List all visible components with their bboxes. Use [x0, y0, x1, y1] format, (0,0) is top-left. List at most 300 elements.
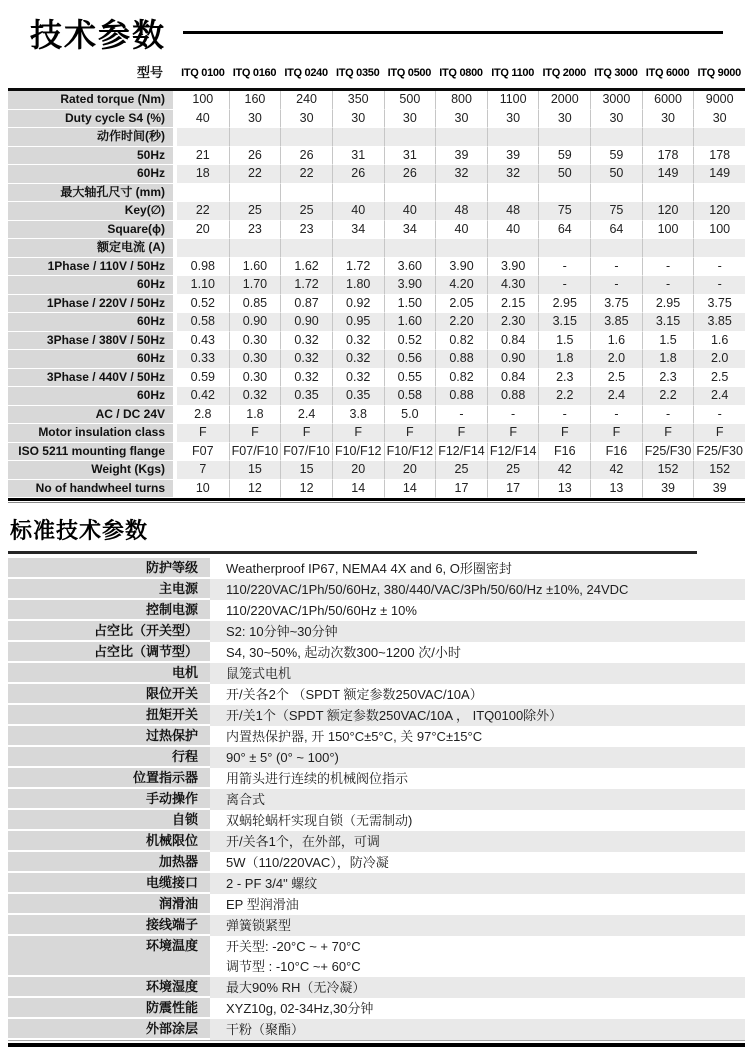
- spec-value-cell: 1.6: [590, 332, 642, 351]
- spec-value-cell: 0.82: [435, 369, 487, 388]
- spec-value-cell: 1.80: [332, 276, 384, 295]
- spec-value-cell: 40: [487, 221, 539, 240]
- spec-value-cell: [590, 184, 642, 203]
- spec-value-cell: -: [642, 406, 694, 425]
- spec-value-cell: F07/F10: [280, 443, 332, 462]
- parameter-row: [8, 621, 745, 642]
- spec-value-cell: 13: [538, 480, 590, 499]
- spec-value-cell: 32: [435, 165, 487, 184]
- parameter-value-line: 2 - PF 3/4" 螺纹: [226, 876, 318, 891]
- spec-value-cell: 39: [487, 147, 539, 166]
- spec-value-cell: -: [693, 406, 745, 425]
- spec-value-cell: 0.88: [435, 350, 487, 369]
- parameter-value: [210, 977, 745, 998]
- spec-value-cell: 2000: [538, 91, 590, 110]
- spec-row: [8, 480, 745, 499]
- parameter-row: [8, 747, 745, 768]
- parameter-row: [8, 768, 745, 789]
- parameter-value: [210, 558, 745, 579]
- parameter-value-line: 干粉（聚酯）: [226, 1022, 305, 1037]
- spec-value-cell: 34: [384, 221, 436, 240]
- parameter-label: 接线端子: [8, 915, 210, 936]
- spec-value-cell: 0.32: [332, 369, 384, 388]
- spec-value-cell: 9000: [693, 91, 745, 110]
- spec-value-cell: F10/F12: [332, 443, 384, 462]
- spec-row-label: 3Phase / 440V / 50Hz: [8, 369, 173, 388]
- parameter-value: [210, 768, 745, 789]
- page-bottom-rule: [8, 1040, 745, 1047]
- spec-value-cell: F: [590, 424, 642, 443]
- spec-value-cell: [693, 239, 745, 258]
- parameter-value: [210, 663, 745, 684]
- spec-value-cell: 3.85: [590, 313, 642, 332]
- spec-value-cell: 7: [177, 461, 229, 480]
- model-name: ITQ 2000: [542, 67, 586, 79]
- spec-value-cell: 40: [435, 221, 487, 240]
- spec-value-cell: 30: [538, 110, 590, 129]
- spec-value-cell: 17: [435, 480, 487, 499]
- spec-value-cell: 2.2: [642, 387, 694, 406]
- spec-row: [8, 165, 745, 184]
- spec-value-cell: -: [693, 276, 745, 295]
- spec-value-cell: 100: [177, 91, 229, 110]
- parameter-row: [8, 915, 745, 936]
- spec-value-cell: [384, 184, 436, 203]
- spec-value-cell: [229, 184, 281, 203]
- spec-value-cell: 39: [693, 480, 745, 499]
- spec-value-cell: 2.8: [177, 406, 229, 425]
- spec-value-cell: 0.58: [177, 313, 229, 332]
- parameter-value-line: 开/关1个（SPDT 额定参数250VAC/10A ， ITQ0100除外）: [226, 708, 563, 723]
- spec-value-cell: [590, 239, 642, 258]
- spec-value-cell: F07/F10: [229, 443, 281, 462]
- parameter-value: [210, 579, 745, 600]
- parameter-label: 控制电源: [8, 600, 210, 621]
- spec-value-cell: 59: [538, 147, 590, 166]
- spec-value-cell: 2.05: [435, 295, 487, 314]
- spec-value-cell: [280, 128, 332, 147]
- spec-value-cell: 0.90: [280, 313, 332, 332]
- spec-value-cell: 1.72: [332, 258, 384, 277]
- spec-value-cell: 2.0: [693, 350, 745, 369]
- parameter-value-line: 调节型 : -10°C ~+ 60°C: [226, 958, 361, 974]
- spec-value-cell: 152: [693, 461, 745, 480]
- title-rule: [183, 31, 723, 34]
- spec-value-cell: 240: [280, 91, 332, 110]
- spec-value-cell: F: [693, 424, 745, 443]
- spec-table: [8, 91, 745, 498]
- model-name: ITQ 9000: [697, 67, 741, 79]
- parameter-row: [8, 726, 745, 747]
- spec-value-cell: 0.55: [384, 369, 436, 388]
- spec-row-label: 动作时间(秒): [8, 128, 173, 147]
- spec-value-cell: F25/F30: [642, 443, 694, 462]
- spec-row: [8, 313, 745, 332]
- parameter-label: 扭矩开关: [8, 705, 210, 726]
- spec-value-cell: 0.88: [435, 387, 487, 406]
- spec-value-cell: 1.10: [177, 276, 229, 295]
- spec-value-cell: 3.15: [642, 313, 694, 332]
- spec-value-cell: 64: [590, 221, 642, 240]
- spec-row: [8, 443, 745, 462]
- parameter-value-line: 内置热保护器, 开 150°C±5°C, 关 97°C±15°C: [226, 729, 483, 744]
- spec-value-cell: [177, 184, 229, 203]
- parameter-value-line: 90° ± 5° (0° ~ 100°): [226, 750, 339, 765]
- standard-section-rule: [8, 551, 697, 554]
- model-name: ITQ 3000: [594, 67, 638, 79]
- parameter-value-line: Weatherproof IP67, NEMA4 4X and 6, O形圈密封: [226, 561, 512, 576]
- spec-value-cell: [538, 239, 590, 258]
- spec-value-cell: 30: [435, 110, 487, 129]
- spec-row: [8, 91, 745, 110]
- spec-value-cell: [229, 239, 281, 258]
- parameter-value-line: EP 型润滑油: [226, 897, 299, 912]
- spec-value-cell: 2.95: [642, 295, 694, 314]
- spec-value-cell: [332, 239, 384, 258]
- spec-value-cell: 18: [177, 165, 229, 184]
- spec-value-cell: 0.52: [177, 295, 229, 314]
- spec-value-cell: 160: [229, 91, 281, 110]
- parameter-label: 自锁: [8, 810, 210, 831]
- spec-value-cell: 4.20: [435, 276, 487, 295]
- spec-row-label: 最大轴孔尺寸 (mm): [8, 184, 173, 203]
- spec-value-cell: 3000: [590, 91, 642, 110]
- spec-value-cell: 30: [280, 110, 332, 129]
- spec-value-cell: 0.32: [280, 350, 332, 369]
- spec-row-label: Key(∅): [8, 202, 173, 221]
- spec-value-cell: 0.90: [229, 313, 281, 332]
- parameter-label: 占空比（调节型）: [8, 642, 210, 663]
- parameter-value-line: 离合式: [226, 792, 266, 807]
- parameter-row: [8, 705, 745, 726]
- parameter-value: [210, 998, 745, 1019]
- spec-value-cell: 15: [229, 461, 281, 480]
- parameter-value-line: 双蜗轮蜗杆实现自锁（无需制动): [226, 813, 413, 828]
- spec-value-cell: 1.5: [538, 332, 590, 351]
- model-header-label: 型号: [136, 65, 163, 80]
- spec-value-cell: -: [435, 406, 487, 425]
- spec-value-cell: 1.8: [642, 350, 694, 369]
- spec-value-cell: 59: [590, 147, 642, 166]
- parameter-value-line: 开关型: -20°C ~ + 70°C: [226, 939, 361, 954]
- parameter-row: [8, 873, 745, 894]
- parameter-value-line: 弹簧锁紧型: [226, 918, 292, 933]
- spec-value-cell: 0.58: [384, 387, 436, 406]
- spec-value-cell: 0.32: [332, 350, 384, 369]
- spec-value-cell: 14: [332, 480, 384, 499]
- spec-value-cell: 0.30: [229, 350, 281, 369]
- parameter-label: 限位开关: [8, 684, 210, 705]
- spec-value-cell: -: [487, 406, 539, 425]
- spec-value-cell: 0.84: [487, 369, 539, 388]
- spec-group-row: [8, 184, 745, 203]
- spec-value-cell: 20: [384, 461, 436, 480]
- spec-value-cell: 23: [280, 221, 332, 240]
- spec-value-cell: [229, 128, 281, 147]
- spec-row-label: 3Phase / 380V / 50Hz: [8, 332, 173, 351]
- spec-value-cell: -: [538, 276, 590, 295]
- spec-value-cell: 26: [332, 165, 384, 184]
- spec-value-cell: 25: [280, 202, 332, 221]
- spec-row: [8, 369, 745, 388]
- spec-value-cell: 25: [487, 461, 539, 480]
- spec-value-cell: 0.30: [229, 369, 281, 388]
- spec-row: [8, 461, 745, 480]
- parameter-label: 行程: [8, 747, 210, 768]
- spec-row-label: 60Hz: [8, 350, 173, 369]
- spec-value-cell: 40: [177, 110, 229, 129]
- spec-value-cell: [332, 128, 384, 147]
- spec-value-cell: [280, 239, 332, 258]
- model-name: ITQ 0500: [387, 67, 432, 79]
- spec-value-cell: F: [177, 424, 229, 443]
- parameter-value-line: 开/关各2个 （SPDT 额定参数250VAC/10A）: [226, 687, 483, 702]
- parameter-value-line: 110/220VAC/1Ph/50/60Hz, 380/440/VAC/3Ph/50/60/Hz ±10%, 24VDC: [226, 582, 629, 597]
- model-header-row: [8, 61, 745, 87]
- spec-value-cell: 0.30: [229, 332, 281, 351]
- spec-value-cell: 21: [177, 147, 229, 166]
- spec-value-cell: 22: [177, 202, 229, 221]
- spec-value-cell: 13: [590, 480, 642, 499]
- spec-value-cell: 22: [229, 165, 281, 184]
- standard-parameters-table: [8, 558, 745, 1040]
- parameter-row: [8, 894, 745, 915]
- spec-value-cell: 0.85: [229, 295, 281, 314]
- parameter-row: [8, 1019, 745, 1040]
- parameter-row: [8, 663, 745, 684]
- spec-value-cell: F: [280, 424, 332, 443]
- spec-value-cell: 1.8: [229, 406, 281, 425]
- spec-row: [8, 332, 745, 351]
- spec-value-cell: 2.4: [280, 406, 332, 425]
- parameter-row: [8, 831, 745, 852]
- spec-value-cell: 2.3: [642, 369, 694, 388]
- spec-row-label: Square(ϕ): [8, 221, 173, 240]
- spec-row-label: 60Hz: [8, 313, 173, 332]
- spec-value-cell: 42: [590, 461, 642, 480]
- parameter-value: [210, 684, 745, 705]
- spec-value-cell: 75: [538, 202, 590, 221]
- parameter-label: 位置指示器: [8, 768, 210, 789]
- spec-value-cell: 178: [642, 147, 694, 166]
- parameter-value-line: 鼠笼式电机: [226, 666, 292, 681]
- spec-value-cell: F10/F12: [384, 443, 436, 462]
- spec-value-cell: 2.4: [693, 387, 745, 406]
- spec-value-cell: 2.20: [435, 313, 487, 332]
- spec-value-cell: 32: [487, 165, 539, 184]
- spec-row: [8, 202, 745, 221]
- spec-row: [8, 424, 745, 443]
- spec-value-cell: 2.30: [487, 313, 539, 332]
- spec-value-cell: 30: [384, 110, 436, 129]
- parameter-row: [8, 852, 745, 873]
- spec-value-cell: 800: [435, 91, 487, 110]
- parameter-value: [210, 852, 745, 873]
- spec-value-cell: 1.72: [280, 276, 332, 295]
- spec-value-cell: 1.50: [384, 295, 436, 314]
- spec-row-label: 1Phase / 110V / 50Hz: [8, 258, 173, 277]
- model-name: ITQ 0240: [284, 67, 328, 79]
- spec-value-cell: 12: [229, 480, 281, 499]
- spec-value-cell: 2.0: [590, 350, 642, 369]
- spec-value-cell: 3.90: [487, 258, 539, 277]
- spec-value-cell: 25: [229, 202, 281, 221]
- parameter-label: 手动操作: [8, 789, 210, 810]
- spec-value-cell: 0.98: [177, 258, 229, 277]
- spec-value-cell: 3.75: [590, 295, 642, 314]
- spec-value-cell: [177, 239, 229, 258]
- spec-value-cell: 1.60: [384, 313, 436, 332]
- spec-value-cell: 0.82: [435, 332, 487, 351]
- spec-table-bottom-rule: [8, 498, 745, 503]
- spec-value-cell: 30: [642, 110, 694, 129]
- spec-value-cell: 0.84: [487, 332, 539, 351]
- spec-value-cell: 0.32: [280, 332, 332, 351]
- spec-value-cell: [280, 184, 332, 203]
- spec-value-cell: -: [590, 258, 642, 277]
- spec-value-cell: 0.88: [487, 387, 539, 406]
- spec-value-cell: 149: [642, 165, 694, 184]
- spec-value-cell: 2.5: [590, 369, 642, 388]
- parameter-row: [8, 642, 745, 663]
- spec-value-cell: [384, 128, 436, 147]
- spec-value-cell: 3.75: [693, 295, 745, 314]
- spec-value-cell: [642, 239, 694, 258]
- spec-value-cell: 500: [384, 91, 436, 110]
- spec-value-cell: 0.87: [280, 295, 332, 314]
- spec-value-cell: [487, 239, 539, 258]
- spec-value-cell: -: [693, 258, 745, 277]
- parameter-label: 润滑油: [8, 894, 210, 915]
- spec-row-label: 60Hz: [8, 387, 173, 406]
- parameter-value-line: 5W（110/220VAC），防冷凝: [226, 855, 389, 870]
- spec-value-cell: 4.30: [487, 276, 539, 295]
- model-name: ITQ 0100: [181, 67, 225, 79]
- spec-value-cell: 30: [590, 110, 642, 129]
- spec-value-cell: 0.56: [384, 350, 436, 369]
- parameter-value: [210, 894, 745, 915]
- spec-value-cell: F: [487, 424, 539, 443]
- spec-value-cell: 3.90: [384, 276, 436, 295]
- spec-value-cell: 2.5: [693, 369, 745, 388]
- spec-row-label: 60Hz: [8, 276, 173, 295]
- parameter-label: 电缆接口: [8, 873, 210, 894]
- spec-value-cell: F: [332, 424, 384, 443]
- parameter-value: [210, 873, 745, 894]
- spec-value-cell: [487, 184, 539, 203]
- parameter-label: 加热器: [8, 852, 210, 873]
- parameter-value: [210, 1019, 745, 1040]
- spec-value-cell: F16: [590, 443, 642, 462]
- spec-value-cell: 14: [384, 480, 436, 499]
- spec-value-cell: 10: [177, 480, 229, 499]
- spec-row: [8, 110, 745, 129]
- parameter-value: [210, 936, 745, 977]
- spec-value-cell: 0.32: [280, 369, 332, 388]
- spec-row-label: 1Phase / 220V / 50Hz: [8, 295, 173, 314]
- spec-value-cell: 0.92: [332, 295, 384, 314]
- spec-value-cell: 100: [693, 221, 745, 240]
- spec-value-cell: [435, 128, 487, 147]
- parameter-value-line: S2: 10分钟~30分钟: [226, 624, 338, 639]
- spec-value-cell: 12: [280, 480, 332, 499]
- spec-row: [8, 258, 745, 277]
- spec-value-cell: [642, 128, 694, 147]
- parameter-value: [210, 747, 745, 768]
- spec-row: [8, 406, 745, 425]
- spec-value-cell: -: [642, 258, 694, 277]
- spec-row: [8, 221, 745, 240]
- parameter-label: 环境湿度: [8, 977, 210, 998]
- spec-value-cell: 0.35: [280, 387, 332, 406]
- spec-value-cell: 100: [642, 221, 694, 240]
- spec-value-cell: 48: [435, 202, 487, 221]
- spec-value-cell: F12/F14: [435, 443, 487, 462]
- spec-value-cell: 1100: [487, 91, 539, 110]
- spec-value-cell: 0.33: [177, 350, 229, 369]
- spec-value-cell: 40: [332, 202, 384, 221]
- spec-value-cell: 2.3: [538, 369, 590, 388]
- spec-value-cell: 50: [590, 165, 642, 184]
- spec-value-cell: 3.90: [435, 258, 487, 277]
- spec-value-cell: F25/F30: [693, 443, 745, 462]
- parameter-value-line: S4, 30~50%, 起动次数300~1200 次/小时: [226, 645, 461, 660]
- parameter-value: [210, 726, 745, 747]
- spec-value-cell: F16: [538, 443, 590, 462]
- spec-value-cell: 0.59: [177, 369, 229, 388]
- spec-value-cell: 31: [384, 147, 436, 166]
- spec-group-row: [8, 128, 745, 147]
- spec-value-cell: -: [590, 406, 642, 425]
- spec-value-cell: [487, 128, 539, 147]
- spec-row-label: 60Hz: [8, 165, 173, 184]
- spec-value-cell: 26: [229, 147, 281, 166]
- spec-value-cell: 0.35: [332, 387, 384, 406]
- parameter-value: [210, 789, 745, 810]
- parameter-row: [8, 810, 745, 831]
- spec-row: [8, 350, 745, 369]
- spec-value-cell: 26: [384, 165, 436, 184]
- spec-value-cell: F: [229, 424, 281, 443]
- spec-value-cell: 30: [487, 110, 539, 129]
- spec-value-cell: F07: [177, 443, 229, 462]
- parameter-row: [8, 936, 745, 977]
- parameter-row: [8, 684, 745, 705]
- spec-value-cell: [177, 128, 229, 147]
- spec-value-cell: 6000: [642, 91, 694, 110]
- parameter-value-line: 110/220VAC/1Ph/50/60Hz ± 10%: [226, 603, 417, 618]
- parameter-label: 外部涂层: [8, 1019, 210, 1040]
- spec-value-cell: 17: [487, 480, 539, 499]
- spec-value-cell: 75: [590, 202, 642, 221]
- parameter-label: 主电源: [8, 579, 210, 600]
- spec-value-cell: [590, 128, 642, 147]
- spec-value-cell: 0.52: [384, 332, 436, 351]
- spec-row-label: Rated torque (Nm): [8, 91, 173, 110]
- spec-value-cell: 1.5: [642, 332, 694, 351]
- spec-value-cell: 3.15: [538, 313, 590, 332]
- model-name: ITQ 6000: [645, 67, 690, 79]
- spec-value-cell: F: [384, 424, 436, 443]
- spec-value-cell: 40: [384, 202, 436, 221]
- spec-value-cell: 50: [538, 165, 590, 184]
- spec-value-cell: F: [435, 424, 487, 443]
- spec-value-cell: [332, 184, 384, 203]
- parameter-row: [8, 789, 745, 810]
- parameter-value-line: XYZ10g, 02-34Hz,30分钟: [226, 1001, 374, 1016]
- spec-row: [8, 276, 745, 295]
- spec-value-cell: 20: [332, 461, 384, 480]
